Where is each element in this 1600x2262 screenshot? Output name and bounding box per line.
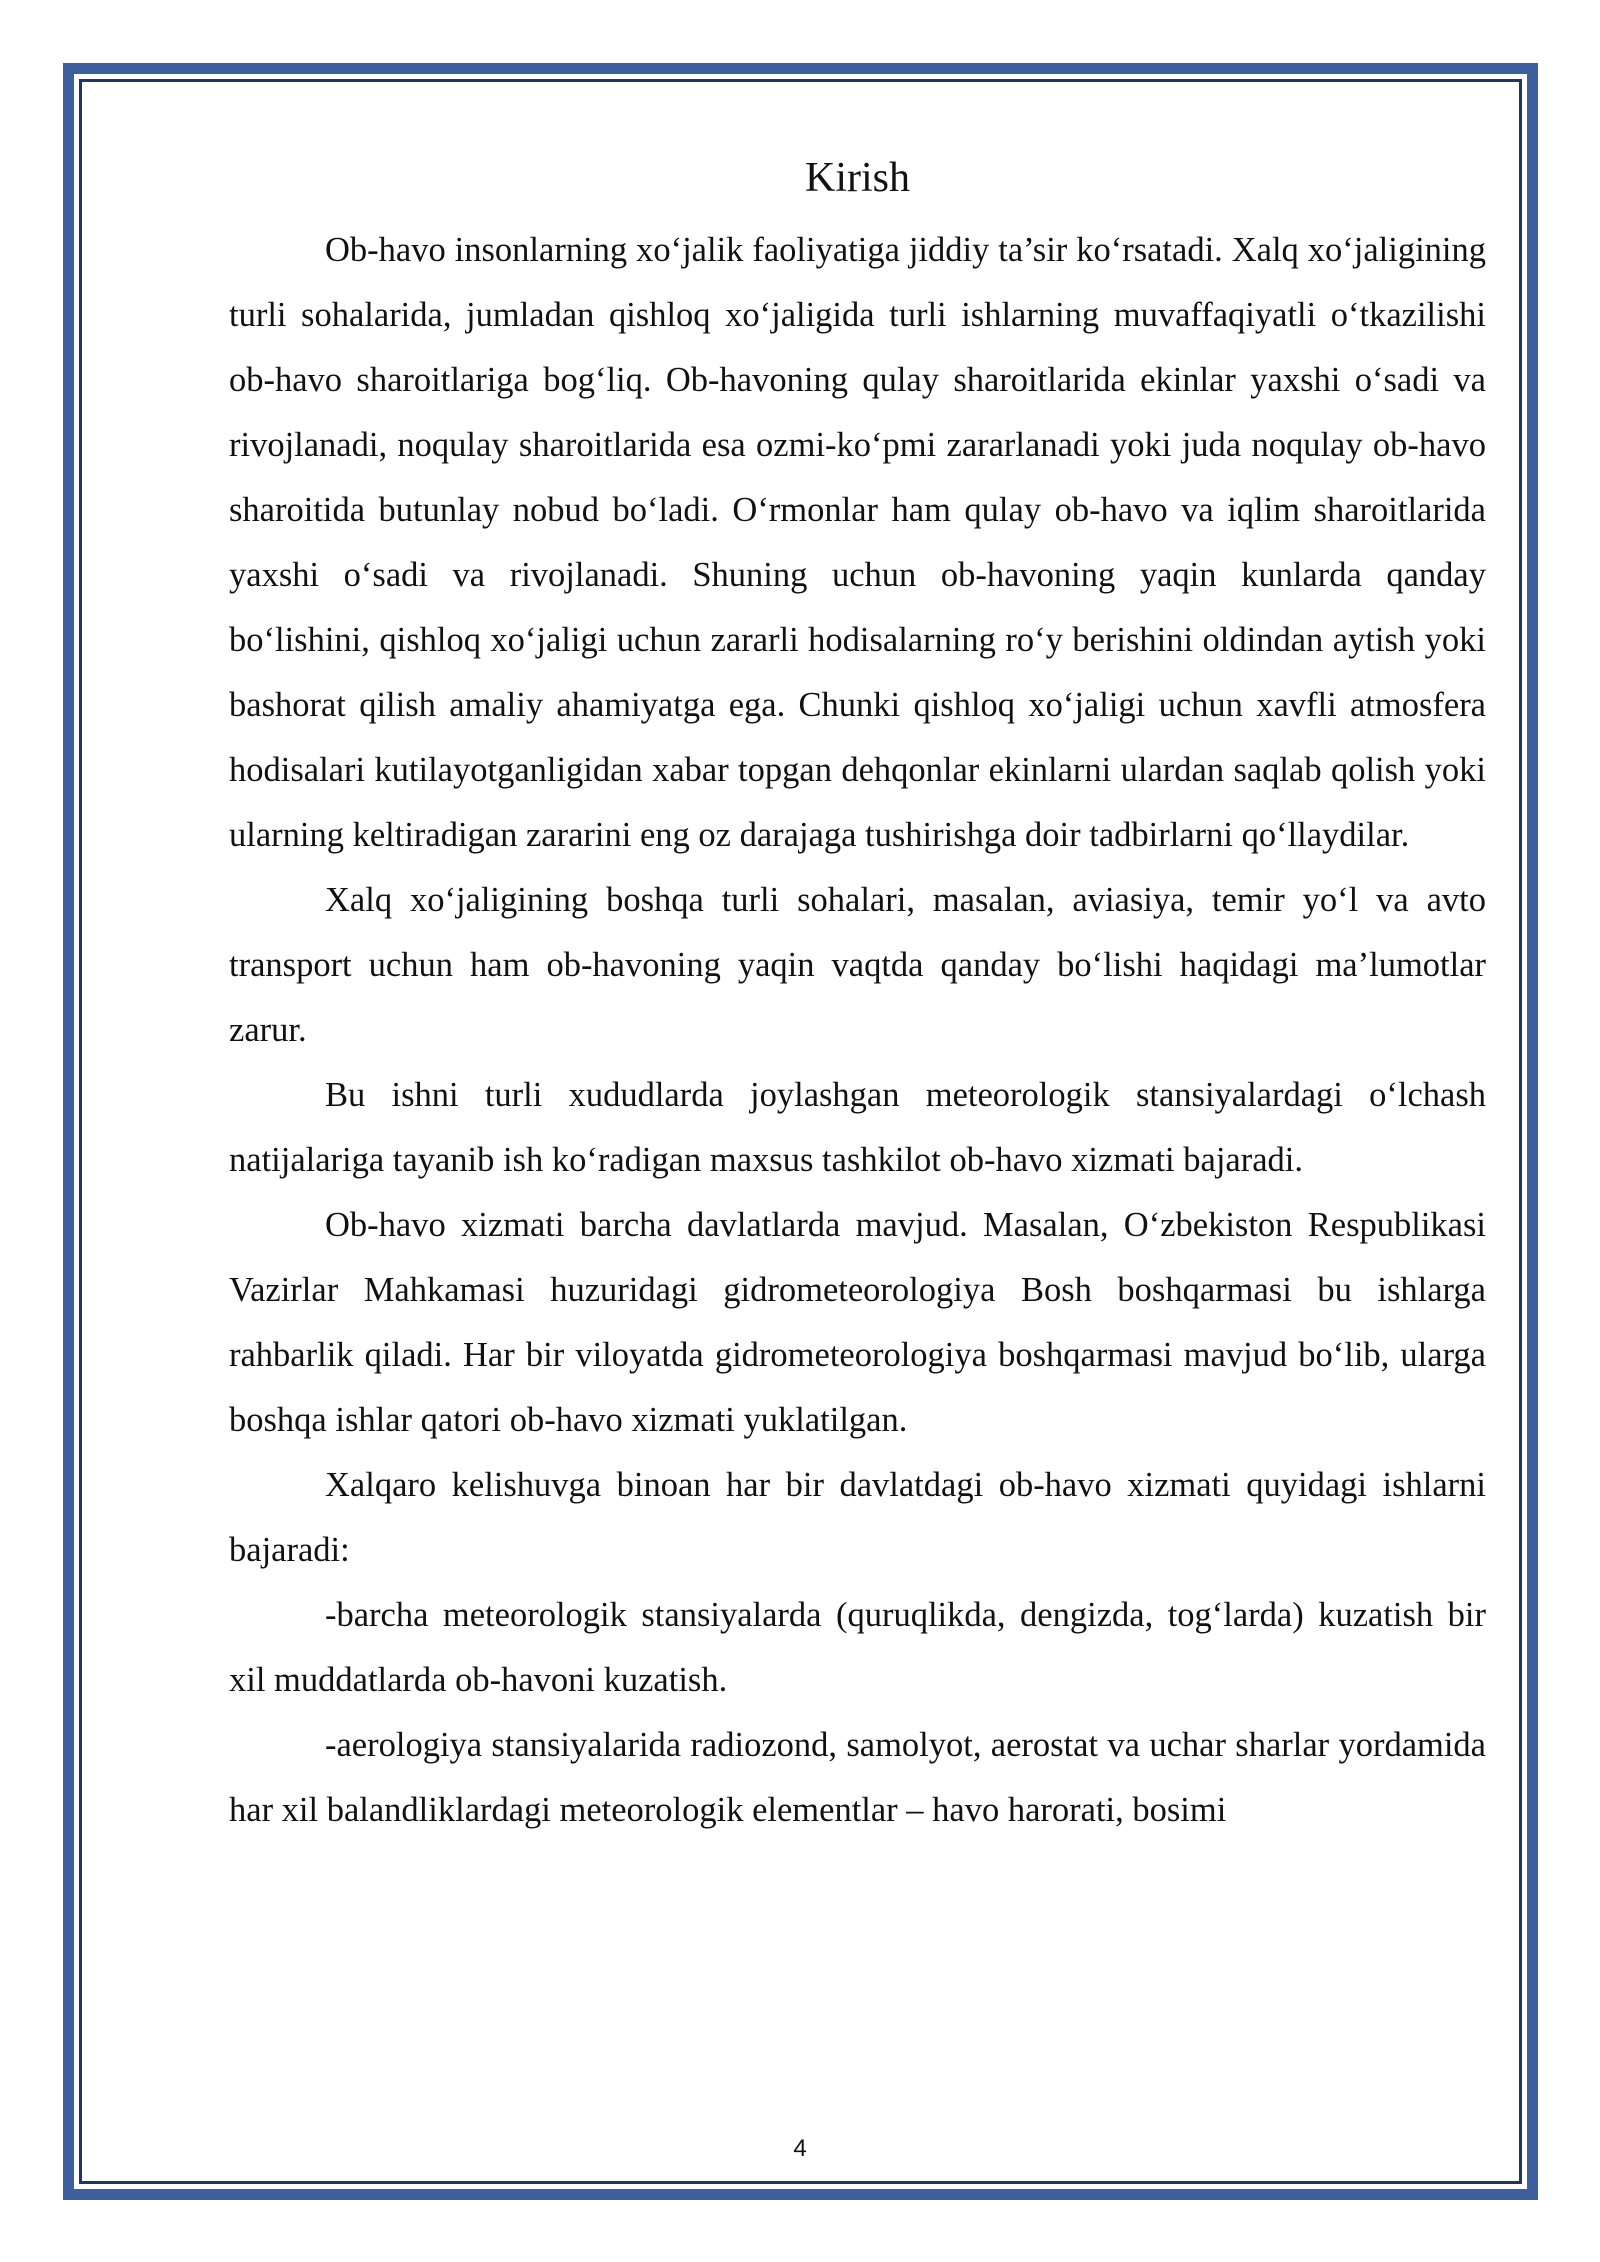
paragraph-intro: Ob-havo insonlarning xo‘jalik faoliyatiga jiddiy ta’sir ko‘rsatadi. Xalq xo‘jaligining turli sohalarida, jumladan qishloq xo‘jaligida turli ishlarning muvaffaqiyatli o‘tkazilishi ob-havo sharoitlariga bog‘liq. Ob-havoning qulay sharoitlarida ekinlar yaxshi o‘sadi va rivojlanadi, noqulay sharoitlarida esa ozmi-ko‘pmi zararlanadi yoki juda noqulay ob-havo sharoitida butunlay nobud bo‘ladi. O‘rmonlar ham qulay ob-havo va iqlim sharoitlarida yaxshi o‘sadi va rivojlanadi. Shuning uchun ob-havoning yaqin kunlarda qanday bo‘lishini, qishloq xo‘jaligi uchun zararli hodisalarning ro‘y berishini oldindan aytish yoki bashorat qilish amaliy ahamiyatga ega. Chunki qishloq xo‘jaligi uchun xavfli atmosfera hodisalari kutilayotganligidan xabar topgan dehqonlar ekinlarni ulardan saqlab qolish yoki ularning keltiradigan zararini eng oz darajaga tushirishga doir tadbirlarni qo‘llaydilar.: [229, 231, 1486, 854]
paragraph-international-agreement: Xalqaro kelishuvga binoan har bir davlatdagi ob-havo xizmati quyidagi ishlarni bajaradi:: [229, 1466, 1486, 1569]
paragraph-weather-service-uzbekistan: Ob-havo xizmati barcha davlatlarda mavjud. Masalan, O‘zbekiston Respublikasi Vazirlar Mahkamasi huzuridagi gidrometeorologiya Bosh boshqarmasi bu ishlarga rahbarlik qiladi. Har bir viloyatda gidrometeorologiya boshqarmasi mavjud bo‘lib, ularga boshqa ishlar qatori ob-havo xizmati yuklatilgan.: [229, 1206, 1486, 1439]
paragraph-weather-service-role: Bu ishni turli xududlarda joylashgan meteorologik stansiyalardagi o‘lchash natijalariga tayanib ish ko‘radigan maxsus tashkilot ob-havo xizmati bajaradi.: [229, 1076, 1486, 1179]
page-content: [229, 148, 1486, 1843]
list-item-aerology: -aerologiya stansiyalarida radiozond, samolyot, aerostat va uchar sharlar yordamida har xil balandliklardagi meteorologik elementlar – havo harorati, bosimi: [229, 1726, 1486, 1829]
page-number: 4: [793, 2135, 807, 2162]
paragraph-transport: Xalq xo‘jaligining boshqa turli sohalari, masalan, aviasiya, temir yo‘l va avto transport uchun ham ob-havoning yaqin vaqtda qanday bo‘lishi haqidagi ma’lumotlar zarur.: [229, 881, 1486, 1049]
page-title: Kirish: [805, 155, 910, 201]
list-item-observations: -barcha meteorologik stansiyalarda (quruqlikda, dengizda, tog‘larda) kuzatish bir xil muddatlarda ob-havoni kuzatish.: [229, 1596, 1486, 1699]
